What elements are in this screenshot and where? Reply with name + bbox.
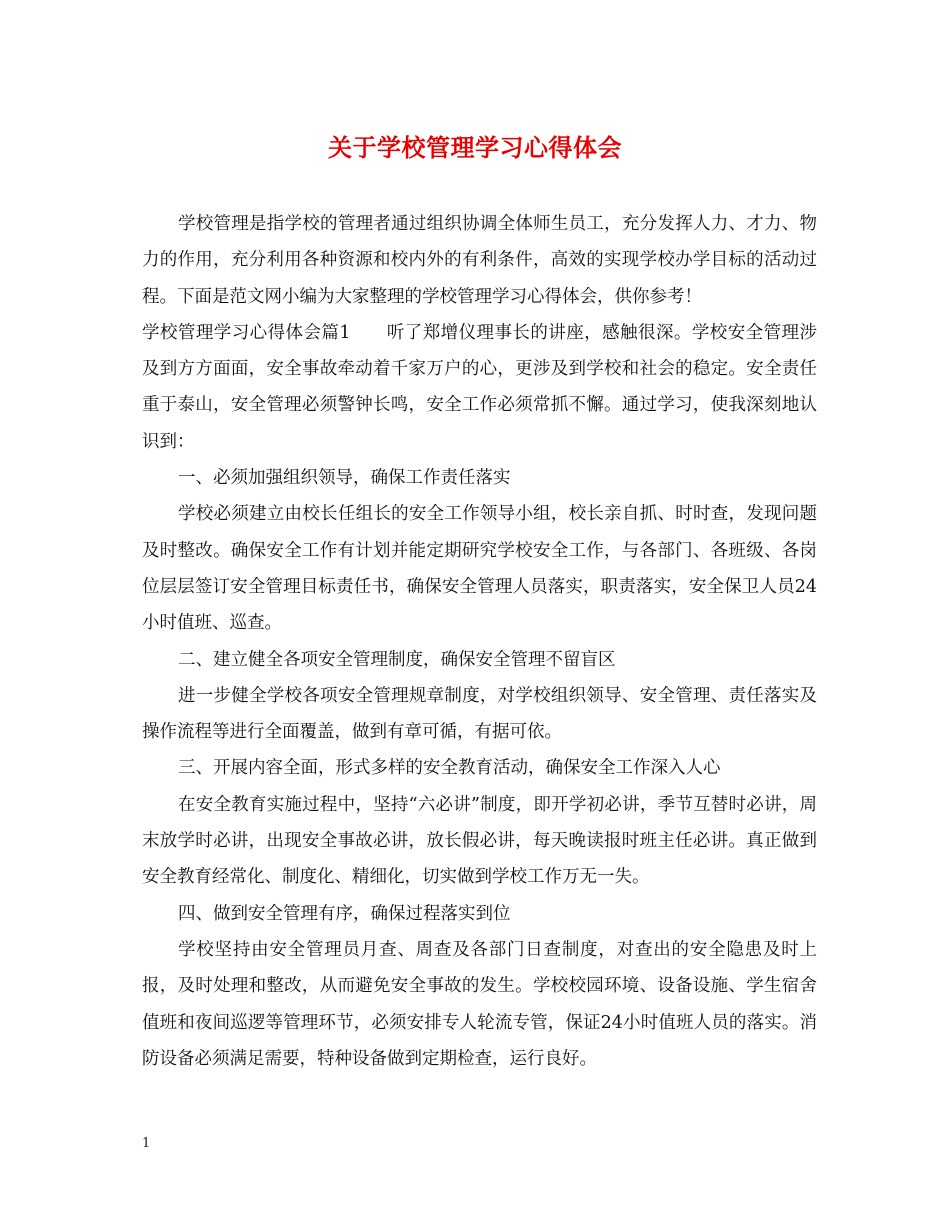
document-title: 关于学校管理学习心得体会 <box>328 133 622 162</box>
paragraph-3: 在安全教育实施过程中，坚持“六必讲”制度，即开学初必讲，季节互替时必讲，周末放学时必讲，出现安全事故必讲，放长假必讲，每天晚读报时班主任必讲。真正做到安全教育经常化、制度化、精细化，切实做到学校工作万无一失。 <box>142 794 817 888</box>
page-number: 1 <box>142 1136 151 1151</box>
paragraph-4: 学校坚持由安全管理员月查、周查及各部门日查制度，对查出的安全隐患及时上报，及时处理和整改，从而避免安全事故的发生。学校校园环境、设备设施、学生宿舍值班和夜间巡逻等管理环节，必须安排专人轮流专管，保证24小时值班人员的落实。消防设备必须满足需要，特种设备做到定期检查，运行良好。 <box>142 939 817 1069</box>
section-paragraph-1: 学校管理学习心得体会篇1 听了郑增仪理事长的讲座，感触很深。学校安全管理涉及到方方面面，安全事故牵动着千家万户的心，更涉及到学校和社会的稳定。安全责任重于泰山，安全管理必须警钟长鸣，安全工作必须常抓不懈。通过学习，使我深刻地认识到： <box>142 322 817 452</box>
heading-4: 四、做到安全管理有序，确保过程落实到位 <box>178 903 511 924</box>
intro-paragraph: 学校管理是指学校的管理者通过组织协调全体师生员工，充分发挥人力、才力、物力的作用，充分利用各种资源和校内外的有利条件，高效的实现学校办学目标的活动过程。下面是范文网小编为大家整理的学校管理学习心得体会，供你参考！ <box>142 214 817 307</box>
paragraph-1: 学校必须建立由校长任组长的安全工作领导小组，校长亲自抓、时时查，发现问题及时整改。确保安全工作有计划并能定期研究学校安全工作，与各部门、各班级、各岗位层层签订安全管理目标责任书，确保安全管理人员落实，职责落实，安全保卫人员24小时值班、巡查。 <box>142 504 817 634</box>
document-body <box>142 206 817 1077</box>
heading-2: 二、建立健全各项安全管理制度，确保安全管理不留盲区 <box>178 649 616 670</box>
heading-3: 三、开展内容全面，形式多样的安全教育活动，确保安全工作深入人心 <box>178 758 721 779</box>
heading-1: 一、必须加强组织领导，确保工作责任落实 <box>178 468 511 489</box>
paragraph-2: 进一步健全学校各项安全管理规章制度，对学校组织领导、安全管理、责任落实及操作流程等进行全面覆盖，做到有章可循，有据可依。 <box>142 685 817 743</box>
